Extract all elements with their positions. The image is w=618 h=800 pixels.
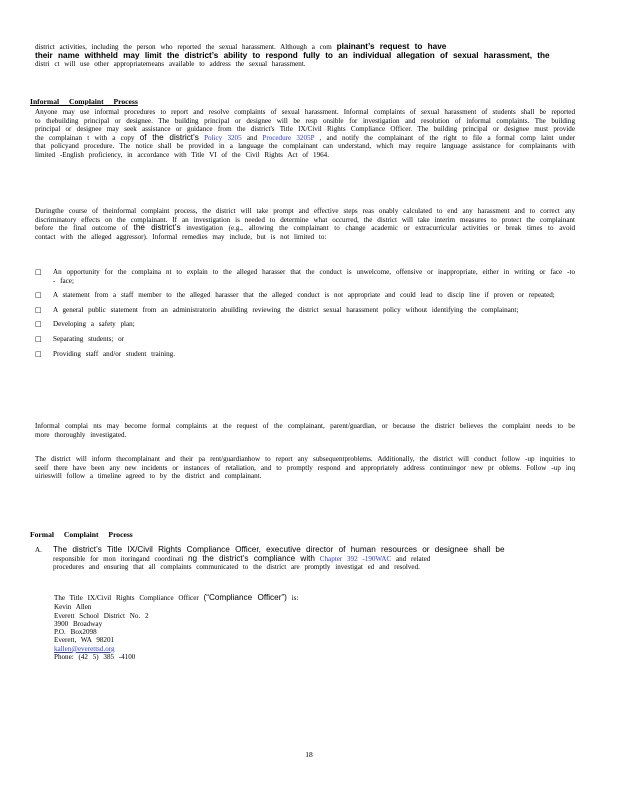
list-item (35, 291, 575, 300)
formal-heading: Formal Complaint Process (30, 530, 133, 539)
list-item (35, 350, 575, 359)
list-item-text: A statement from a staff member to the alleged harasser that the alleged conduct is not appropriate and could lead to discip line if proven or repeated; (53, 291, 555, 300)
contact-name: Kevin Allen (54, 603, 92, 612)
list-item (35, 268, 575, 285)
bullet-box-icon: □ (35, 320, 42, 329)
list-item-text: Separating students; or (53, 334, 125, 343)
intro-paragraph (35, 43, 575, 69)
remedies-list (35, 268, 575, 364)
bullet-box-icon: □ (35, 334, 42, 343)
formal-item-a (35, 546, 575, 572)
informal-paragraph-2 (35, 207, 575, 241)
informal-p1-and: and (246, 133, 258, 142)
intro-line-1: district activities, including the person who reported the sexual harassment. Although a com (35, 43, 332, 51)
bullet-box-icon: □ (35, 349, 42, 358)
contact-po-box: P.O. Box2098 (54, 628, 97, 637)
formal-a-line-2: responsible for mon itoringand coordinati (53, 554, 184, 563)
informal-paragraph-3: Informal complai nts may become formal complaints at the request of the complainant, parent/guardian, or because the district believes the complaint needs to be more thoroughly investigated. (35, 422, 575, 439)
intro-line-1-emphasis: plainant’s request to have (336, 42, 447, 51)
formal-a-line-2-emphasis: ng the district’s compliance with (188, 553, 315, 563)
officer-label-quote: (“Compliance Officer”) (203, 593, 287, 602)
contact-email-link[interactable]: kallen@everettsd.org (54, 644, 115, 653)
page-number: 18 (305, 750, 313, 759)
compliance-officer-block (54, 594, 298, 661)
bullet-box-icon: □ (35, 291, 42, 300)
formal-a-line-3: procedures and ensuring that all complaints communicated to the district are promptly investigat ed and resolved. (53, 563, 420, 572)
bullet-box-icon: □ (35, 268, 42, 276)
list-item-text: An opportunity for the complaina nt to explain to the alleged harasser that the conduct is unwelcome, offensive or inappropriate, either in writing or face -to - face; (53, 268, 575, 285)
list-item-text: A general public statement from an administratorin abuilding reviewing the district sexual harassment policy without identifying the complainant; (53, 305, 519, 314)
officer-label: The Title IX/Civil Rights Compliance Officer (54, 594, 199, 602)
formal-a-line-1: The district’s Title IX/Civil Rights Compliance Officer, executive director of human resources or designee shall be (53, 545, 505, 554)
list-item (35, 335, 575, 344)
list-item (35, 320, 575, 329)
procedure-3205p-link[interactable]: Procedure 3205P (262, 133, 315, 142)
informal-paragraph-1 (35, 108, 575, 160)
informal-p2-text: Duringthe course of theinformal complaint process, the district will take prompt and effective steps reas onably calculated to end any harassment and to correct any discriminatory effects on the complainant. If an investigation is needed to determine what occurred, the district will take interim measures to protect the complainant before the final outcome of (35, 207, 575, 233)
formal-a-line-2-tail: and related (395, 554, 431, 563)
informal-p1-tail: , and notify the complainant of the right to file a formal comp laint under that policyand procedure. The notice shall be provided in a language the complainant can understand, which may require language assistance for complainants with limited -English proficiency, in accordance with Title VI of the Civil Rights Act of 1964. (35, 133, 576, 159)
informal-p2-emphasis: the district’s (133, 223, 181, 233)
list-item-text: Providing staff and/or student training. (53, 349, 176, 358)
contact-city: Everett, WA 98201 (54, 636, 115, 645)
bullet-box-icon: □ (35, 305, 42, 314)
list-item (35, 306, 575, 315)
policy-3205-link[interactable]: Policy 3205 (204, 133, 242, 142)
officer-label-is: is: (291, 594, 299, 602)
contact-phone: Phone: (42 5) 385 -4100 (54, 653, 136, 662)
informal-heading: Informal Complaint Process (30, 97, 138, 106)
intro-line-2: their name withheld may limit the district’s ability to respond fully to an individual allegation of sexual harassment, the (35, 50, 550, 60)
contact-street: 3900 Broadway (54, 619, 103, 628)
contact-organization: Everett School District No. 2 (54, 611, 149, 620)
informal-paragraph-4: The district will inform thecomplainant and their pa rent/guardianhow to report any subsequentproblems. Additionally, the district will conduct follow -up inquiries to seeif there have been any new incidents or instances of retaliation, and to promptly respond and appropriately address continuingor new pr oblems. Follow -up inq uirieswill follow a timeline agreed to by the district and complainant. (35, 455, 575, 481)
intro-line-3: distri ct will use other appropriatemeans available to address the sexual harassment. (35, 60, 306, 69)
list-item-text: Developing a safety plan; (53, 320, 135, 329)
item-number: A. (35, 546, 42, 554)
informal-p1-text: Anyone may use informal procedures to report and resolve complaints of sexual harassment. Informal complaints of sexual harassment of students shall be reported to thebuilding principal or designee. The building principal or designee will be resp onsible for investigation and resolution of informal complaints. The building principal or designee may seek assistance or guidance from the district's Title IX/Civil Rights Compliance Officer. The building principal or designee must provide the complainan t with a copy (35, 108, 575, 142)
informal-p2-tail: investigation (e.g., allowing the complainant to change academic or extracurricular activities or break times to avoid contact with the alleged aggressor). Informal remedies may include, but is not limited to: (35, 224, 576, 241)
informal-p1-emphasis: of the district’s (139, 132, 199, 142)
chapter-392-190-wac-link[interactable]: Chapter 392 -190WAC (319, 554, 392, 563)
